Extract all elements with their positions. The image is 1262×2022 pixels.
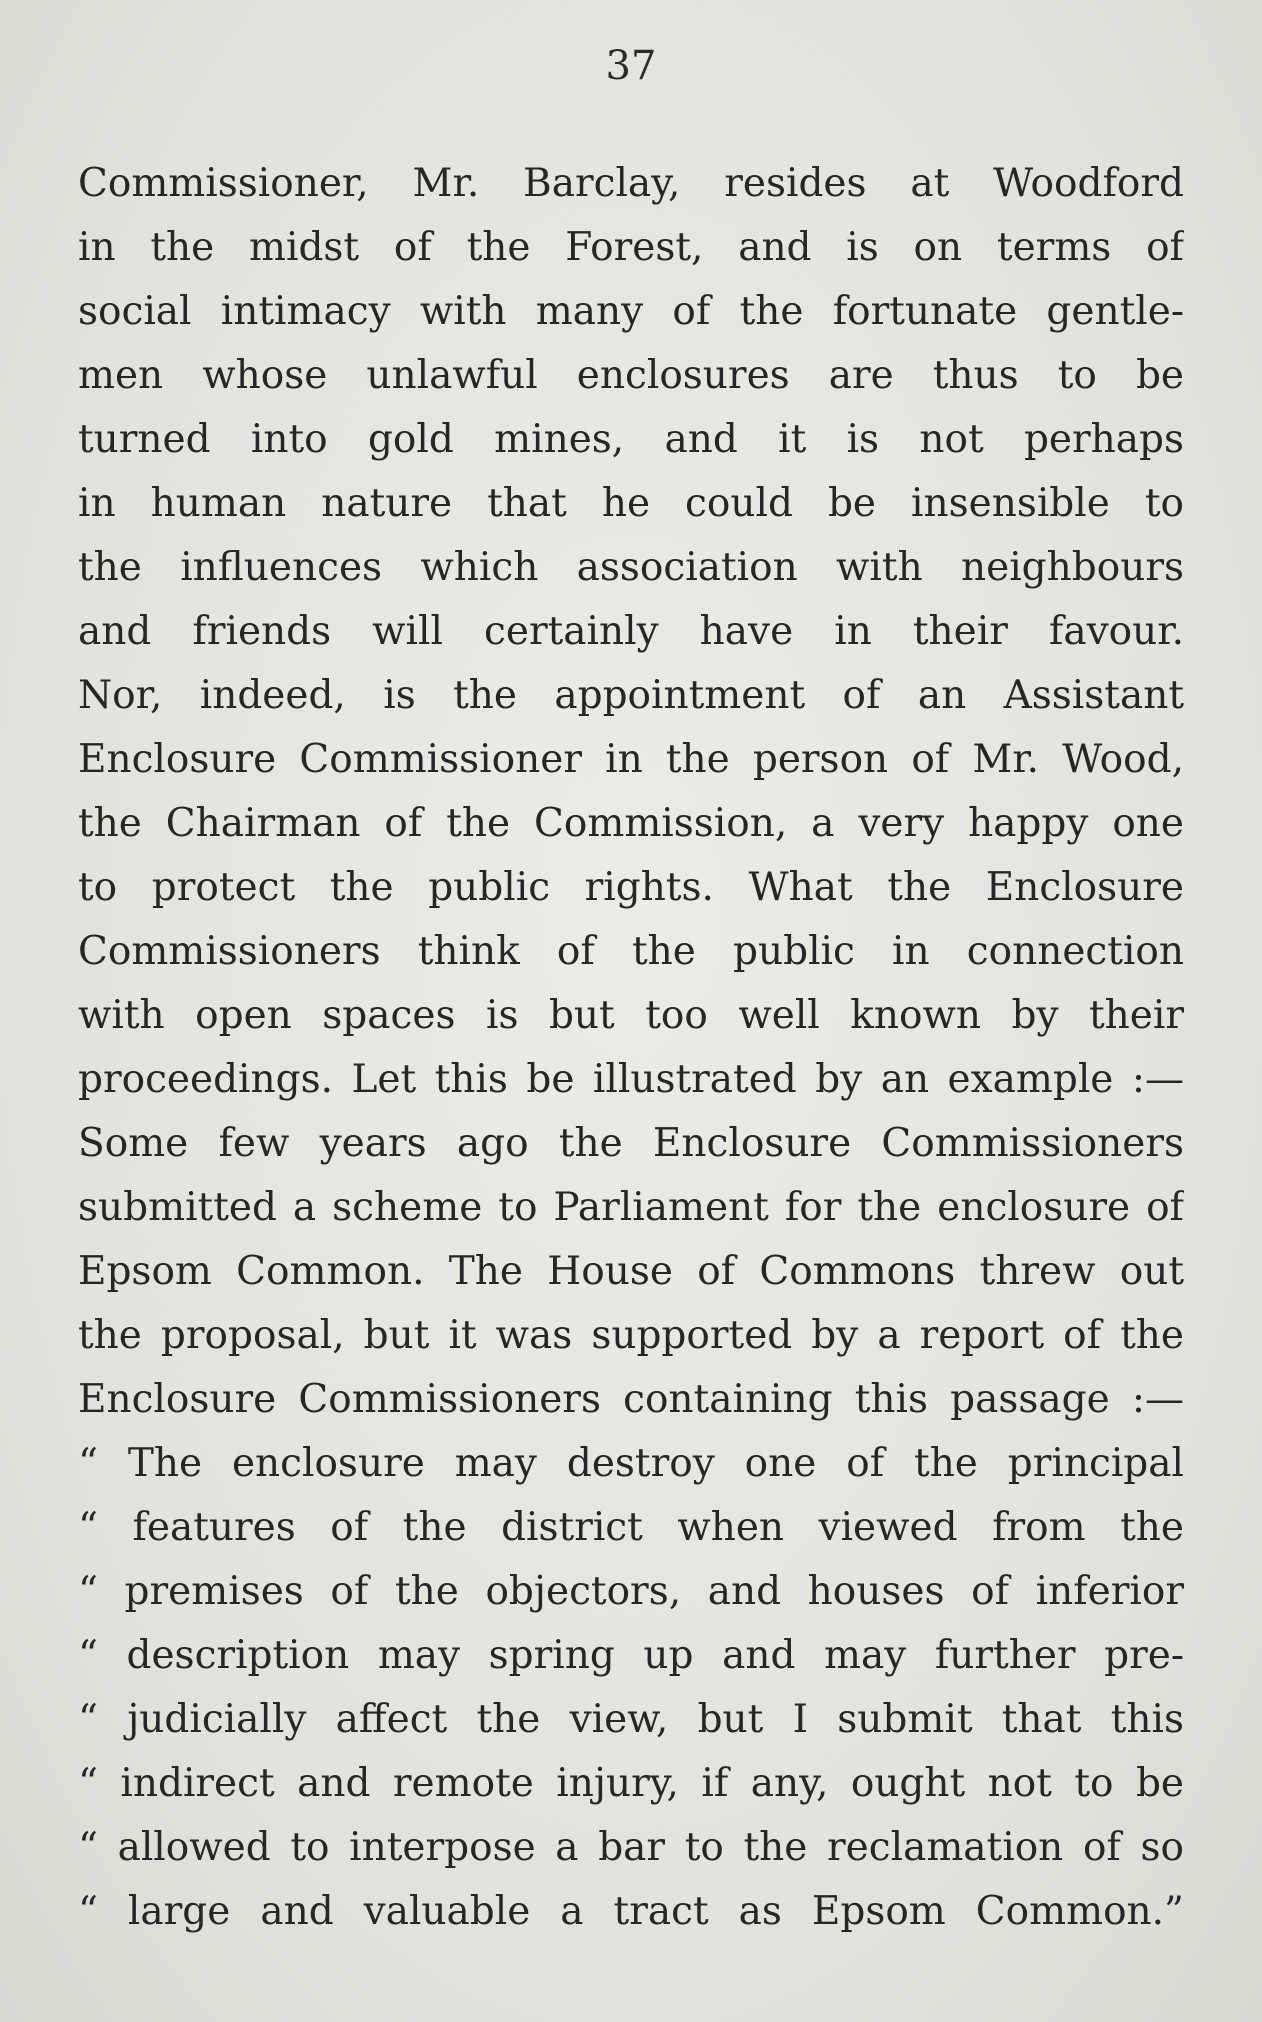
page-number: 37 bbox=[605, 43, 657, 89]
text-line: Nor, indeed, is the appointment of an Assistant bbox=[78, 673, 1184, 718]
text-line: social intimacy with many of the fortunate gentle- bbox=[78, 289, 1184, 334]
text-line: the Chairman of the Commission, a very happy one bbox=[78, 801, 1184, 846]
quote-line: “ description may spring up and may further pre- bbox=[78, 1633, 1184, 1678]
text-line: with open spaces is but too well known by their bbox=[78, 993, 1184, 1038]
text-line: proceedings. Let this be illustrated by an example :— bbox=[78, 1057, 1184, 1102]
quote-line: “ large and valuable a tract as Epsom Common.” bbox=[78, 1889, 1184, 1934]
text-line: turned into gold mines, and it is not perhaps bbox=[78, 417, 1184, 462]
text-line: the influences which association with neighbours bbox=[78, 545, 1184, 590]
quote-line: “ judicially affect the view, but I submit that this bbox=[78, 1697, 1184, 1742]
text-line: to protect the public rights. What the Enclosure bbox=[78, 865, 1184, 910]
quote-line: “ premises of the objectors, and houses of inferior bbox=[78, 1569, 1184, 1614]
text-line: Enclosure Commissioner in the person of Mr. Wood, bbox=[78, 737, 1184, 782]
text-line: Commissioner, Mr. Barclay, resides at Woodford bbox=[78, 161, 1184, 206]
text-line: Epsom Common. The House of Commons threw out bbox=[78, 1249, 1184, 1294]
quote-line: “ indirect and remote injury, if any, ought not to be bbox=[78, 1761, 1184, 1806]
text-line: men whose unlawful enclosures are thus to be bbox=[78, 353, 1184, 398]
quote-line: “ allowed to interpose a bar to the reclamation of so bbox=[78, 1825, 1184, 1870]
body-text bbox=[78, 152, 1184, 1944]
text-line: Commissioners think of the public in connection bbox=[78, 929, 1184, 974]
text-line: Enclosure Commissioners containing this passage :— bbox=[78, 1377, 1184, 1422]
text-line: the proposal, but it was supported by a report of the bbox=[78, 1313, 1184, 1358]
text-line: in the midst of the Forest, and is on terms of bbox=[78, 225, 1184, 270]
text-line: and friends will certainly have in their favour. bbox=[78, 609, 1184, 654]
text-line: submitted a scheme to Parliament for the enclosure of bbox=[78, 1185, 1184, 1230]
text-line: Some few years ago the Enclosure Commissioners bbox=[78, 1121, 1184, 1166]
quote-line: “ features of the district when viewed from the bbox=[78, 1505, 1184, 1550]
quote-line: “ The enclosure may destroy one of the principal bbox=[78, 1441, 1184, 1486]
text-line: in human nature that he could be insensible to bbox=[78, 481, 1184, 526]
